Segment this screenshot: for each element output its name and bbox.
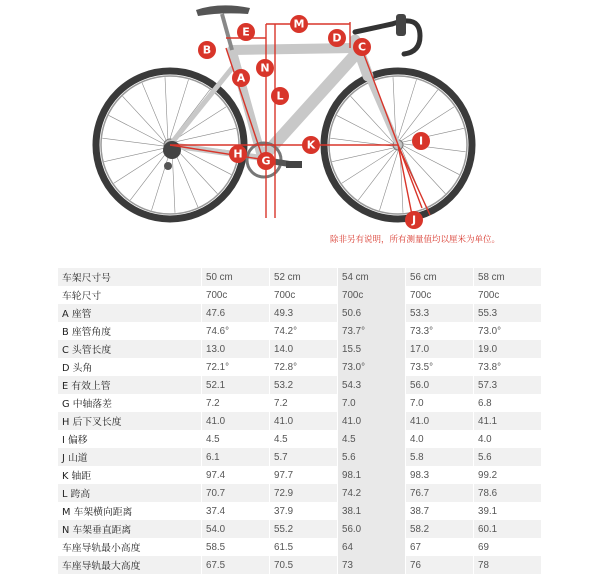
spoke — [165, 77, 168, 140]
row-label: J 山道 — [58, 448, 202, 466]
table-row — [58, 322, 541, 340]
cell-value: 55.2 — [270, 520, 338, 538]
label-D — [328, 29, 346, 47]
cell-value: 73.7° — [338, 322, 406, 340]
cell-value: 6.1 — [202, 448, 270, 466]
size-col-50: 50 cm — [202, 268, 270, 286]
svg-text:H: H — [233, 147, 243, 161]
svg-text:L: L — [276, 89, 284, 103]
cell-value: 72.1° — [202, 358, 270, 376]
label-E — [237, 23, 255, 41]
cell-value: 5.8 — [406, 448, 474, 466]
cell-value: 97.4 — [202, 466, 270, 484]
cell-value: 5.6 — [474, 448, 542, 466]
cell-value: 67.5 — [202, 556, 270, 574]
cell-value: 73.0° — [338, 358, 406, 376]
table-row — [58, 556, 541, 574]
svg-text:E: E — [242, 25, 250, 39]
row-label: B 座管角度 — [58, 322, 202, 340]
cell-value: 76 — [406, 556, 474, 574]
row-label: 车座导轨最大高度 — [58, 556, 202, 574]
cell-value: 700c — [202, 286, 270, 304]
table-row — [58, 340, 541, 358]
row-label: G 中轴落差 — [58, 394, 202, 412]
cell-value: 41.0 — [202, 412, 270, 430]
cell-value: 54.3 — [338, 376, 406, 394]
spoke — [104, 148, 166, 162]
cell-value: 73 — [338, 556, 406, 574]
cell-value: 53.3 — [406, 304, 474, 322]
cell-value: 700c — [270, 286, 338, 304]
cell-value: 64 — [338, 538, 406, 556]
cell-value: 99.2 — [474, 466, 542, 484]
cell-value: 47.6 — [202, 304, 270, 322]
row-label: E 有效上管 — [58, 376, 202, 394]
size-col-56: 56 cm — [406, 268, 474, 286]
cell-value: 39.1 — [474, 502, 542, 520]
cell-value: 13.0 — [202, 340, 270, 358]
measurement-note: 除非另有说明，所有测量值均以厘米为单位。 — [329, 235, 500, 245]
spoke — [398, 80, 417, 140]
cell-value: 700c — [406, 286, 474, 304]
cell-value: 50.6 — [338, 304, 406, 322]
cell-value: 15.5 — [338, 340, 406, 358]
table-row — [58, 538, 541, 556]
spoke — [172, 150, 175, 213]
label-G — [257, 152, 275, 170]
svg-text:J: J — [411, 213, 417, 227]
cell-value: 60.1 — [474, 520, 542, 538]
table-row — [58, 484, 541, 502]
cell-value: 38.1 — [338, 502, 406, 520]
row-label: N 车架垂直距离 — [58, 520, 202, 538]
cell-value: 78.6 — [474, 484, 542, 502]
cell-value: 70.7 — [202, 484, 270, 502]
table-row — [58, 448, 541, 466]
table-row — [58, 394, 541, 412]
cell-value: 49.3 — [270, 304, 338, 322]
cell-value: 98.3 — [406, 466, 474, 484]
label-B — [198, 41, 216, 59]
cell-value: 58.5 — [202, 538, 270, 556]
table-row — [58, 304, 541, 322]
cell-value: 76.7 — [406, 484, 474, 502]
spoke — [342, 149, 395, 183]
cell-value: 73.5° — [406, 358, 474, 376]
cell-value: 97.7 — [270, 466, 338, 484]
table-header-row — [58, 268, 541, 286]
label-M — [290, 15, 308, 33]
cell-value: 700c — [474, 286, 542, 304]
label-A — [232, 69, 250, 87]
cell-value: 53.2 — [270, 376, 338, 394]
cell-value: 6.8 — [474, 394, 542, 412]
cell-value: 4.5 — [202, 430, 270, 448]
cell-value: 52.1 — [202, 376, 270, 394]
svg-text:D: D — [332, 31, 342, 45]
cell-value: 5.6 — [338, 448, 406, 466]
cell-value: 56.0 — [406, 376, 474, 394]
row-label: I 偏移 — [58, 430, 202, 448]
cell-value: 57.3 — [474, 376, 542, 394]
cell-value: 4.5 — [338, 430, 406, 448]
table-row — [58, 502, 541, 520]
row-label: K 轴距 — [58, 466, 202, 484]
table-row — [58, 466, 541, 484]
cell-value: 7.2 — [202, 394, 270, 412]
row-label: 车座导轨最小高度 — [58, 538, 202, 556]
spoke — [380, 150, 399, 210]
spoke — [114, 149, 167, 183]
row-label: 车轮尺寸 — [58, 286, 202, 304]
row-label: M 车架横向距离 — [58, 502, 202, 520]
spoke — [175, 147, 218, 194]
cell-value: 70.5 — [270, 556, 338, 574]
geometry-table — [58, 268, 541, 574]
table-row — [58, 520, 541, 538]
svg-text:G: G — [261, 154, 271, 168]
spoke — [123, 96, 166, 143]
cell-value: 4.5 — [270, 430, 338, 448]
label-N — [256, 59, 274, 77]
svg-text:K: K — [306, 138, 316, 152]
spoke — [358, 150, 396, 200]
size-col-52: 52 cm — [270, 268, 338, 286]
label-I — [412, 132, 430, 150]
cell-value: 41.1 — [474, 412, 542, 430]
cell-value: 54.0 — [202, 520, 270, 538]
cell-value: 7.2 — [270, 394, 338, 412]
cell-value: 37.4 — [202, 502, 270, 520]
cell-value: 7.0 — [406, 394, 474, 412]
row-label: L 跨高 — [58, 484, 202, 502]
svg-text:C: C — [357, 40, 367, 54]
svg-text:N: N — [260, 61, 270, 75]
table-row — [58, 430, 541, 448]
cell-value: 73.8° — [474, 358, 542, 376]
cell-value: 56.0 — [338, 520, 406, 538]
cell-value: 19.0 — [474, 340, 542, 358]
cell-value: 4.0 — [406, 430, 474, 448]
row-label: A 座管 — [58, 304, 202, 322]
cell-value: 17.0 — [406, 340, 474, 358]
cell-value: 98.1 — [338, 466, 406, 484]
cell-value: 14.0 — [270, 340, 338, 358]
cell-value: 55.3 — [474, 304, 542, 322]
cell-value: 41.0 — [338, 412, 406, 430]
cell-value: 41.0 — [406, 412, 474, 430]
label-L — [271, 87, 289, 105]
label-C — [353, 38, 371, 56]
size-col-58: 58 cm — [474, 268, 542, 286]
row-label: H 后下叉长度 — [58, 412, 202, 430]
cell-value: 4.0 — [474, 430, 542, 448]
spoke — [402, 128, 464, 142]
table-row — [58, 412, 541, 430]
size-col-54: 54 cm — [338, 268, 406, 286]
cell-value: 73.0° — [474, 322, 542, 340]
svg-text:B: B — [202, 43, 212, 57]
cell-value: 74.6° — [202, 322, 270, 340]
cell-value: 74.2 — [338, 484, 406, 502]
cell-value: 61.5 — [270, 538, 338, 556]
label-K — [302, 136, 320, 154]
cell-value: 41.0 — [270, 412, 338, 430]
cell-value: 7.0 — [338, 394, 406, 412]
table-row — [58, 358, 541, 376]
cell-value: 67 — [406, 538, 474, 556]
label-H — [229, 145, 247, 163]
cell-value: 74.2° — [270, 322, 338, 340]
bike-geometry-diagram — [0, 0, 600, 255]
header-label: 车架尺寸号 — [58, 268, 202, 286]
spoke — [332, 148, 394, 162]
row-label: C 头管长度 — [58, 340, 202, 358]
cell-value: 73.3° — [406, 322, 474, 340]
table-row — [58, 376, 541, 394]
spoke — [130, 150, 168, 200]
spoke — [142, 83, 166, 141]
svg-text:A: A — [236, 71, 246, 85]
cell-value: 37.9 — [270, 502, 338, 520]
cell-value: 69 — [474, 538, 542, 556]
svg-text:M: M — [293, 17, 305, 31]
cell-value: 700c — [338, 286, 406, 304]
row-label: D 头角 — [58, 358, 202, 376]
spoke — [152, 150, 171, 210]
cell-value: 72.8° — [270, 358, 338, 376]
cell-value: 72.9 — [270, 484, 338, 502]
svg-text:I: I — [418, 134, 424, 148]
cell-value: 5.7 — [270, 448, 338, 466]
cell-value: 38.7 — [406, 502, 474, 520]
cell-value: 78 — [474, 556, 542, 574]
cell-value: 58.2 — [406, 520, 474, 538]
table-row — [58, 286, 541, 304]
label-J — [405, 211, 423, 229]
